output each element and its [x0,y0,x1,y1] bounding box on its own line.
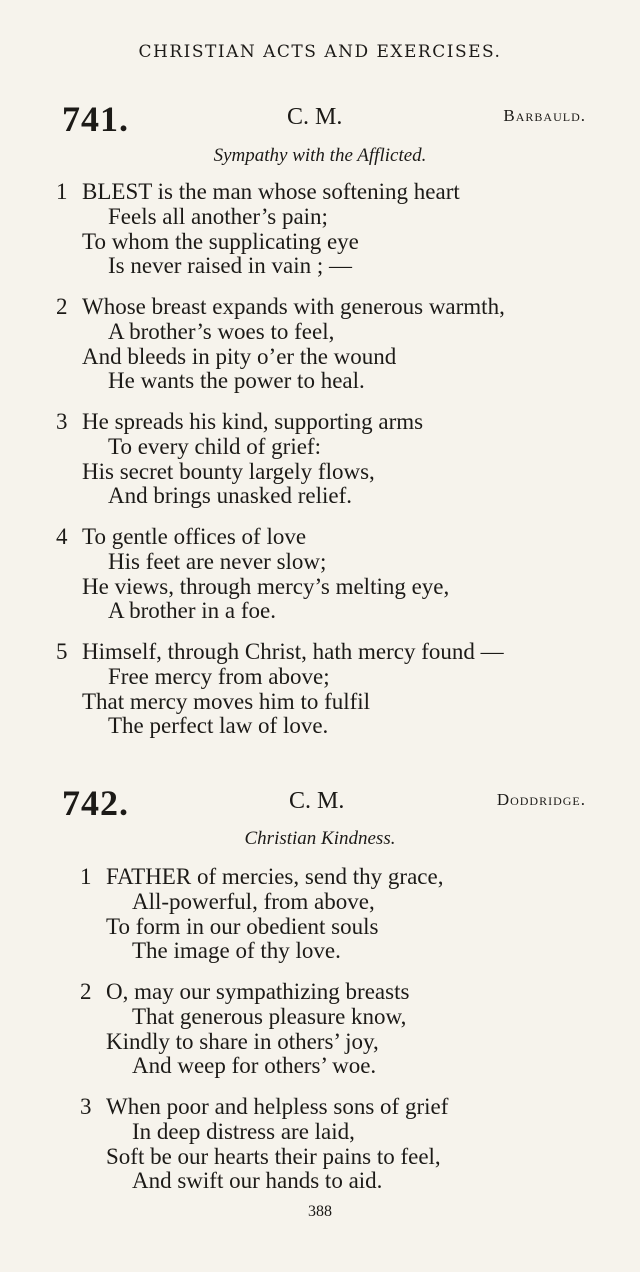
verse-line: And brings unasked relief. [108,483,352,509]
verse-line: A brother’s woes to feel, [108,318,335,344]
verse-line: And bleeds in pity o’er the wound [82,343,397,369]
verse-line: And weep for others’ woe. [132,1053,377,1079]
stanza-number: 2 [56,294,68,319]
hymn-number: 741. [62,99,129,139]
verse-line: The perfect law of love. [108,713,329,739]
verse-line: That mercy moves him to fulfil [82,688,371,714]
verse-line: Whose breast expands with generous warmth, [82,294,505,319]
stanza-number: 3 [56,409,68,434]
stanza [56,640,504,739]
verse-line: He views, through mercy’s melting eye, [82,573,450,599]
verse-line: A brother in a foe. [108,598,276,624]
verse-line: BLEST is the man whose softening heart [82,179,460,204]
verse-line: He spreads his kind, supporting arms [82,409,424,434]
hymn-author: Barbauld. [503,106,586,125]
hymn-author: Doddridge. [496,790,586,809]
stanza [56,525,449,624]
stanza-number: 2 [80,979,92,1004]
hymn-title: Sympathy with the Afflicted. [213,145,427,166]
verse-line: The image of thy love. [132,938,341,964]
hymn-number: 742. [62,783,129,823]
stanza [56,295,505,394]
stanza-number: 1 [56,179,68,204]
stanza [56,410,423,509]
verse-line: FATHER of mercies, send thy grace, [106,864,444,889]
hymn-meter: C. M. [287,104,343,130]
verse-line: And swift our hands to aid. [132,1168,383,1194]
verse-line: Soft be our hearts their pains to feel, [106,1143,441,1169]
verse-line: All-powerful, from above, [132,888,375,914]
verse-line: His feet are never slow; [108,548,327,574]
stanza-number: 1 [80,864,92,889]
hymn-meter: C. M. [289,788,345,814]
stanza [80,1095,448,1194]
stanza [56,180,460,279]
hymn-header [0,782,640,822]
verse-line: He wants the power to heal. [108,368,365,394]
verse-line: In deep distress are laid, [132,1118,355,1144]
verse-line: Kindly to share in others’ joy, [106,1028,379,1054]
stanza-number: 3 [80,1094,92,1119]
verse-line: To form in our obedient souls [106,913,379,939]
verse-line: Himself, through Christ, hath mercy found — [82,639,504,664]
verse-line: Feels all another’s pain; [108,203,328,229]
verse-line: Is never raised in vain ; — [108,253,352,279]
verse-line: To every child of grief: [108,433,321,459]
verse-line: To whom the supplicating eye [82,228,359,254]
verse-line: That generous pleasure know, [132,1003,407,1029]
verse-line: His secret bounty largely flows, [82,458,375,484]
hymn-header [0,98,640,138]
stanza [80,980,409,1079]
stanza-number: 4 [56,524,68,549]
stanza-number: 5 [56,639,68,664]
verse-line: To gentle offices of love [82,524,307,549]
stanza [80,865,443,964]
page-number: 388 [308,1203,332,1220]
running-head: CHRISTIAN ACTS AND EXERCISES. [138,42,502,62]
verse-line: When poor and helpless sons of grief [106,1094,449,1119]
verse-line: O, may our sympathizing breasts [106,979,410,1004]
hymn-title: Christian Kindness. [244,828,396,849]
verse-line: Free mercy from above; [108,663,330,689]
